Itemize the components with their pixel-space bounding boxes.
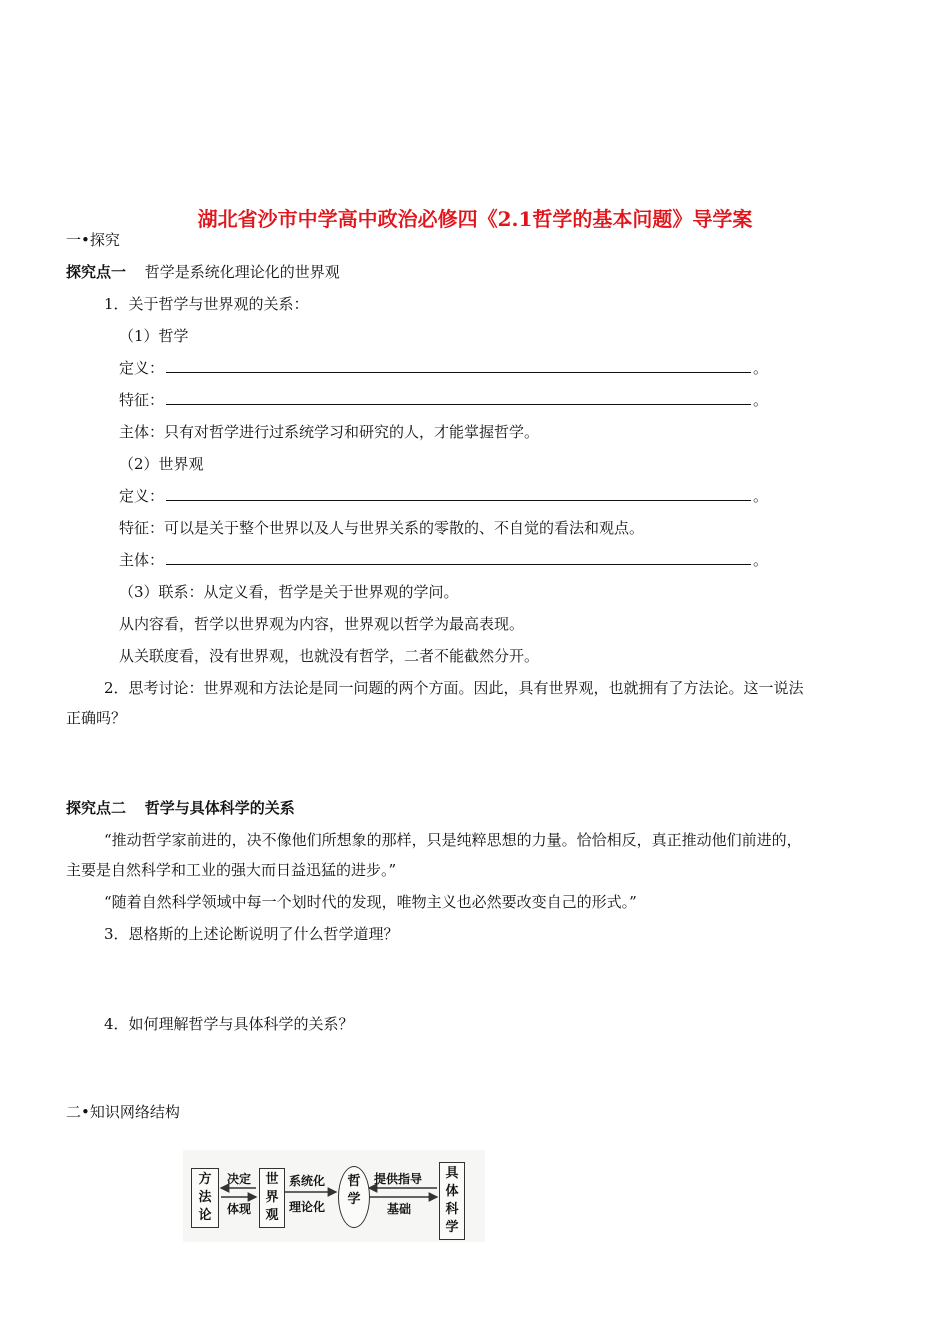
point2-heading (66, 798, 295, 818)
worldview-char: 世 (265, 1172, 279, 1187)
philosophy-subheading: （1）哲学 (119, 327, 189, 345)
worldview-definition-blank[interactable] (166, 486, 751, 501)
relation-line-1: （3）联系：从定义看，哲学是关于世界观的学问。 (119, 583, 459, 601)
worldview-feature: 特征：可以是关于整个世界以及人与世界关系的零散的、不自觉的看法和观点。 (119, 519, 645, 537)
methodology-char: 法 (198, 1190, 212, 1205)
decide-label: 决定 (227, 1172, 252, 1186)
philosophy-ellipse (338, 1166, 370, 1228)
methodology-char: 论 (198, 1208, 212, 1223)
worldview-subject-label: 主体： (119, 551, 165, 569)
worldview-subheading: （2）世界观 (119, 455, 204, 473)
science-char: 科 (445, 1202, 459, 1217)
point1-label: 探究点一 (66, 263, 127, 281)
section-heading-explore: 一•探究 (66, 231, 120, 249)
period: 。 (753, 359, 769, 377)
philosophy-feature-row (119, 390, 768, 410)
worldview-definition-row (119, 486, 768, 506)
knowledge-network-diagram (183, 1150, 485, 1242)
question-4: 4．如何理解哲学与具体科学的关系？ (104, 1015, 354, 1033)
page-title: 湖北省沙市中学高中政治必修四《2.1哲学的基本问题》导学案 (197, 207, 753, 231)
philosophy-char: 哲 (347, 1174, 361, 1189)
philosophy-definition-row (119, 358, 768, 378)
worldview-box (259, 1168, 285, 1228)
science-char: 学 (445, 1220, 459, 1235)
period: 。 (753, 391, 769, 409)
embody-label: 体现 (227, 1202, 252, 1216)
worldview-char: 界 (265, 1190, 279, 1205)
question-2-line-1: 2．思考讨论：世界观和方法论是同一问题的两个方面。因此，具有世界观，也就拥有了方法论。这一说法 (104, 679, 804, 697)
point2-text: 哲学与具体科学的关系 (144, 799, 295, 817)
basis-label: 基础 (387, 1202, 412, 1216)
concrete-science-box (439, 1162, 465, 1240)
philosophy-char: 学 (347, 1192, 361, 1207)
question-2-line-2: 正确吗？ (66, 709, 127, 727)
quote-1-line-2: 主要是自然科学和工业的强大而日益迅猛的进步。” (66, 861, 397, 879)
philosophy-definition-label: 定义： (119, 359, 165, 377)
worldview-definition-label: 定义： (119, 487, 165, 505)
theorize-label: 理论化 (289, 1200, 326, 1214)
guide-label: 提供指导 (374, 1172, 423, 1186)
philosophy-definition-blank[interactable] (166, 358, 751, 373)
relation-line-3: 从关联度看，没有世界观，也就没有哲学，二者不能截然分开。 (119, 647, 540, 665)
methodology-box (191, 1168, 219, 1228)
science-char: 具 (445, 1166, 459, 1181)
point2-label: 探究点二 (66, 799, 127, 817)
philosophy-feature-blank[interactable] (166, 390, 751, 405)
point1-text: 哲学是系统化理论化的世界观 (144, 263, 340, 281)
quote-2: “随着自然科学领域中每一个划时代的发现，唯物主义也必然要改变自己的形式。” (104, 893, 637, 911)
question-1: 1．关于哲学与世界观的关系： (104, 295, 309, 313)
worldview-subject-row (119, 550, 768, 570)
methodology-char: 方 (198, 1172, 212, 1187)
section-heading-knowledge-network: 二•知识网络结构 (66, 1103, 180, 1121)
point1-heading (66, 262, 340, 282)
period: 。 (753, 551, 769, 569)
systematize-label: 系统化 (289, 1174, 326, 1188)
worldview-char: 观 (265, 1208, 279, 1223)
worldview-subject-blank[interactable] (166, 550, 751, 565)
relation-line-2: 从内容看，哲学以世界观为内容，世界观以哲学为最高表现。 (119, 615, 525, 633)
question-3: 3．恩格斯的上述论断说明了什么哲学道理？ (104, 925, 399, 943)
philosophy-feature-label: 特征： (119, 391, 165, 409)
philosophy-subject: 主体：只有对哲学进行过系统学习和研究的人，才能掌握哲学。 (119, 423, 540, 441)
science-char: 体 (445, 1184, 459, 1199)
period: 。 (753, 487, 769, 505)
quote-1-line-1: “推动哲学家前进的，决不像他们所想象的那样，只是纯粹思想的力量。恰恰相反，真正推动他们前进的， (104, 831, 802, 849)
